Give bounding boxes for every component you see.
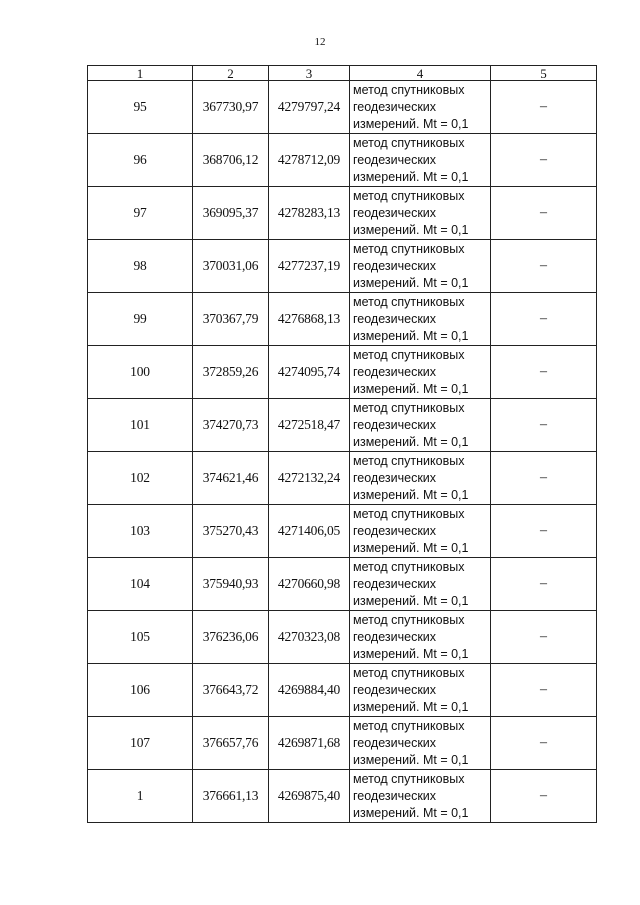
method-line: метод спутниковых xyxy=(353,718,465,733)
point-number-cell: 98 xyxy=(88,240,193,293)
point-number-cell: 101 xyxy=(88,399,193,452)
method-line: метод спутниковых xyxy=(353,506,465,521)
point-number-cell: 104 xyxy=(88,558,193,611)
method-cell xyxy=(350,611,491,664)
method-line: измерений. Mt = 0,1 xyxy=(353,487,469,502)
method-cell xyxy=(350,293,491,346)
method-line: метод спутниковых xyxy=(353,400,465,415)
accuracy-cell: – xyxy=(491,717,597,770)
method-line: измерений. Mt = 0,1 xyxy=(353,699,469,714)
table-row xyxy=(88,346,597,399)
method-cell xyxy=(350,240,491,293)
y-coordinate-cell: 4270660,98 xyxy=(269,558,350,611)
y-coordinate-cell: 4269884,40 xyxy=(269,664,350,717)
x-coordinate-cell: 372859,26 xyxy=(193,346,269,399)
table-row xyxy=(88,770,597,823)
accuracy-cell: – xyxy=(491,558,597,611)
method-line: метод спутниковых xyxy=(353,612,465,627)
method-line: метод спутниковых xyxy=(353,188,465,203)
y-coordinate-cell: 4278283,13 xyxy=(269,187,350,240)
table-body xyxy=(88,81,597,823)
table-row xyxy=(88,558,597,611)
table-row xyxy=(88,293,597,346)
x-coordinate-cell: 367730,97 xyxy=(193,81,269,134)
method-line: измерений. Mt = 0,1 xyxy=(353,540,469,555)
y-coordinate-cell: 4276868,13 xyxy=(269,293,350,346)
method-cell xyxy=(350,558,491,611)
point-number-cell: 105 xyxy=(88,611,193,664)
method-cell xyxy=(350,134,491,187)
method-line: геодезических xyxy=(353,470,437,485)
point-number-cell: 97 xyxy=(88,187,193,240)
accuracy-cell: – xyxy=(491,611,597,664)
method-line: измерений. Mt = 0,1 xyxy=(353,275,469,290)
point-number-cell: 95 xyxy=(88,81,193,134)
method-line: геодезических xyxy=(353,523,437,538)
method-line: геодезических xyxy=(353,735,437,750)
y-coordinate-cell: 4272518,47 xyxy=(269,399,350,452)
column-header-5: 5 xyxy=(491,66,597,81)
accuracy-cell: – xyxy=(491,664,597,717)
method-line: измерений. Mt = 0,1 xyxy=(353,328,469,343)
x-coordinate-cell: 370031,06 xyxy=(193,240,269,293)
y-coordinate-cell: 4270323,08 xyxy=(269,611,350,664)
accuracy-cell: – xyxy=(491,505,597,558)
method-cell xyxy=(350,452,491,505)
x-coordinate-cell: 376661,13 xyxy=(193,770,269,823)
method-line: геодезических xyxy=(353,99,437,114)
point-number-cell: 103 xyxy=(88,505,193,558)
y-coordinate-cell: 4269875,40 xyxy=(269,770,350,823)
y-coordinate-cell: 4279797,24 xyxy=(269,81,350,134)
method-line: измерений. Mt = 0,1 xyxy=(353,169,469,184)
x-coordinate-cell: 368706,12 xyxy=(193,134,269,187)
table-row xyxy=(88,187,597,240)
method-line: метод спутниковых xyxy=(353,347,465,362)
x-coordinate-cell: 374621,46 xyxy=(193,452,269,505)
method-cell xyxy=(350,346,491,399)
point-number-cell: 99 xyxy=(88,293,193,346)
method-line: метод спутниковых xyxy=(353,665,465,680)
column-header-4: 4 xyxy=(350,66,491,81)
method-line: измерений. Mt = 0,1 xyxy=(353,381,469,396)
x-coordinate-cell: 369095,37 xyxy=(193,187,269,240)
method-line: геодезических xyxy=(353,417,437,432)
x-coordinate-cell: 375270,43 xyxy=(193,505,269,558)
method-line: геодезических xyxy=(353,205,437,220)
point-number-cell: 96 xyxy=(88,134,193,187)
table-row xyxy=(88,399,597,452)
table-row xyxy=(88,664,597,717)
method-cell xyxy=(350,717,491,770)
method-line: измерений. Mt = 0,1 xyxy=(353,752,469,767)
method-line: геодезических xyxy=(353,788,437,803)
method-cell xyxy=(350,770,491,823)
method-line: измерений. Mt = 0,1 xyxy=(353,646,469,661)
method-line: измерений. Mt = 0,1 xyxy=(353,593,469,608)
method-line: метод спутниковых xyxy=(353,771,465,786)
table-row xyxy=(88,717,597,770)
accuracy-cell: – xyxy=(491,187,597,240)
method-line: метод спутниковых xyxy=(353,241,465,256)
method-cell xyxy=(350,664,491,717)
page-number: 12 xyxy=(314,36,326,48)
point-number-cell: 1 xyxy=(88,770,193,823)
method-line: измерений. Mt = 0,1 xyxy=(353,805,469,820)
accuracy-cell: – xyxy=(491,452,597,505)
accuracy-cell: – xyxy=(491,399,597,452)
method-line: геодезических xyxy=(353,311,437,326)
table-row xyxy=(88,611,597,664)
table-row xyxy=(88,134,597,187)
method-line: измерений. Mt = 0,1 xyxy=(353,116,469,131)
method-line: метод спутниковых xyxy=(353,294,465,309)
y-coordinate-cell: 4274095,74 xyxy=(269,346,350,399)
accuracy-cell: – xyxy=(491,240,597,293)
x-coordinate-cell: 375940,93 xyxy=(193,558,269,611)
table-row xyxy=(88,81,597,134)
method-line: геодезических xyxy=(353,364,437,379)
method-line: метод спутниковых xyxy=(353,135,465,150)
y-coordinate-cell: 4277237,19 xyxy=(269,240,350,293)
method-line: метод спутниковых xyxy=(353,453,465,468)
accuracy-cell: – xyxy=(491,346,597,399)
x-coordinate-cell: 370367,79 xyxy=(193,293,269,346)
method-line: геодезических xyxy=(353,258,437,273)
method-line: измерений. Mt = 0,1 xyxy=(353,434,469,449)
column-header-1: 1 xyxy=(88,66,193,81)
method-cell xyxy=(350,81,491,134)
method-line: геодезических xyxy=(353,682,437,697)
x-coordinate-cell: 376236,06 xyxy=(193,611,269,664)
method-line: геодезических xyxy=(353,152,437,167)
coordinates-table xyxy=(87,65,597,823)
accuracy-cell: – xyxy=(491,770,597,823)
point-number-cell: 102 xyxy=(88,452,193,505)
method-cell xyxy=(350,505,491,558)
x-coordinate-cell: 376643,72 xyxy=(193,664,269,717)
y-coordinate-cell: 4272132,24 xyxy=(269,452,350,505)
accuracy-cell: – xyxy=(491,81,597,134)
table-row xyxy=(88,240,597,293)
method-line: измерений. Mt = 0,1 xyxy=(353,222,469,237)
point-number-cell: 100 xyxy=(88,346,193,399)
table-row xyxy=(88,452,597,505)
x-coordinate-cell: 374270,73 xyxy=(193,399,269,452)
y-coordinate-cell: 4271406,05 xyxy=(269,505,350,558)
table-row xyxy=(88,505,597,558)
y-coordinate-cell: 4278712,09 xyxy=(269,134,350,187)
method-line: геодезических xyxy=(353,576,437,591)
method-line: метод спутниковых xyxy=(353,82,465,97)
accuracy-cell: – xyxy=(491,134,597,187)
column-header-3: 3 xyxy=(269,66,350,81)
method-line: геодезических xyxy=(353,629,437,644)
accuracy-cell: – xyxy=(491,293,597,346)
method-line: метод спутниковых xyxy=(353,559,465,574)
table-header-row xyxy=(88,66,597,81)
method-cell xyxy=(350,399,491,452)
point-number-cell: 106 xyxy=(88,664,193,717)
method-cell xyxy=(350,187,491,240)
y-coordinate-cell: 4269871,68 xyxy=(269,717,350,770)
point-number-cell: 107 xyxy=(88,717,193,770)
column-header-2: 2 xyxy=(193,66,269,81)
x-coordinate-cell: 376657,76 xyxy=(193,717,269,770)
